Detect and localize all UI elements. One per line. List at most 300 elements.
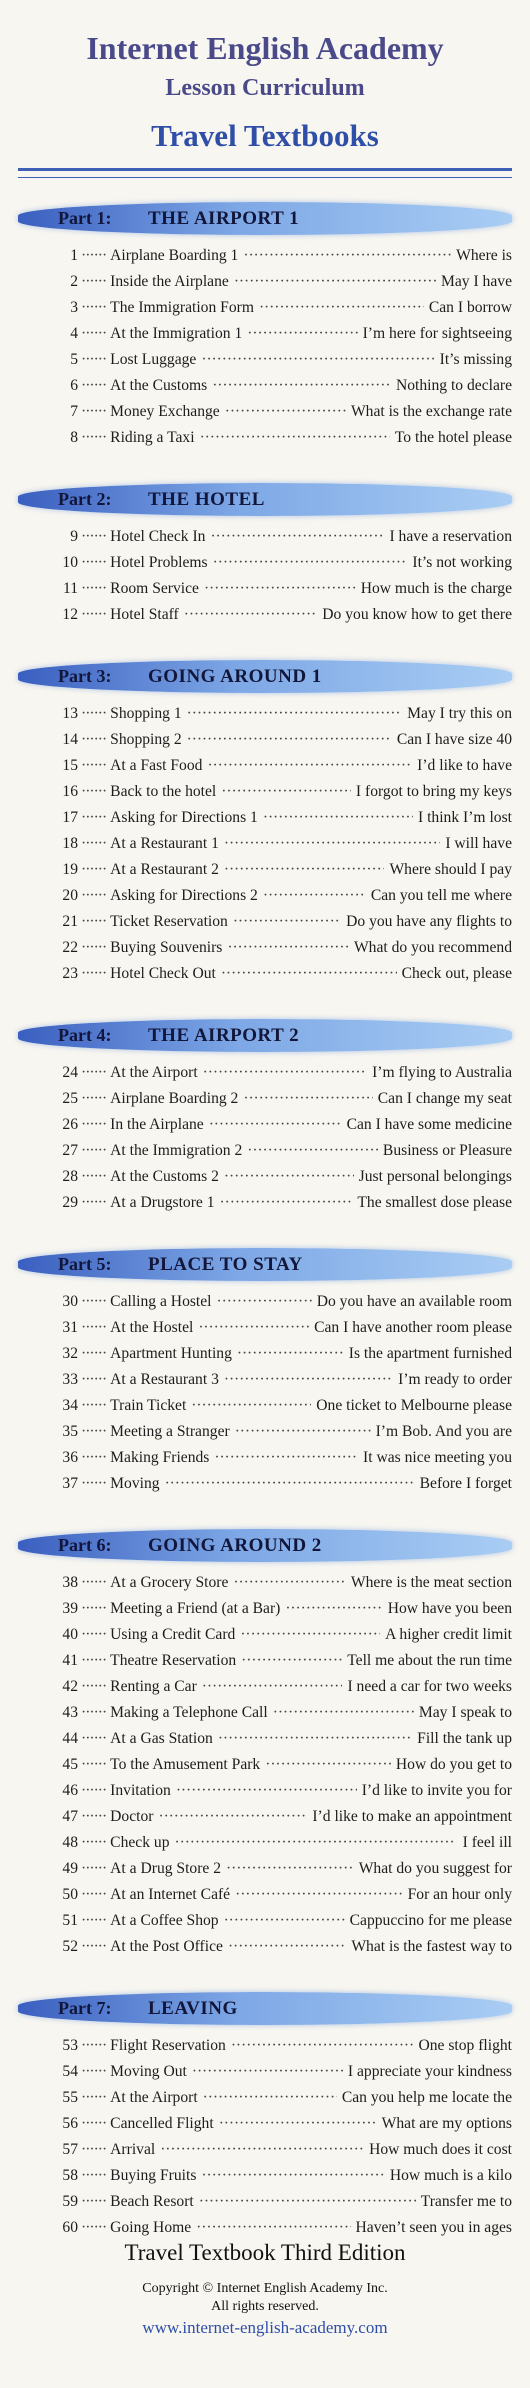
lesson-phrase: What is the fastest way to xyxy=(351,1938,512,1955)
part-title: THE AIRPORT 2 xyxy=(148,1025,300,1046)
dot-leader: ······ xyxy=(81,1912,107,1929)
lesson-number: 3 xyxy=(70,299,78,316)
lesson-phrase: Can I change my seat xyxy=(377,1090,512,1107)
lesson-number: 20 xyxy=(62,887,78,904)
dot-leader-fill xyxy=(224,1168,354,1186)
part-section xyxy=(18,660,512,991)
lesson-phrase: I need a car for two weeks xyxy=(347,1678,512,1695)
lesson-name: Back to the hotel xyxy=(110,783,217,800)
lesson-number: 1 xyxy=(70,247,78,264)
dot-leader-fill xyxy=(247,325,357,343)
lesson-number: 8 xyxy=(70,429,78,446)
lesson-number: 52 xyxy=(62,1938,78,1955)
lesson-phrase: Is the apartment furnished xyxy=(348,1345,512,1362)
lesson-name: At a Fast Food xyxy=(110,757,203,774)
lesson-phrase: I’m flying to Australia xyxy=(372,1064,512,1081)
lesson-name: Train Ticket xyxy=(110,1397,187,1414)
lesson-row xyxy=(56,1808,512,1834)
header-divider xyxy=(18,168,512,178)
lesson-name: At the Immigration 1 xyxy=(110,325,243,342)
lesson-row xyxy=(56,1730,512,1756)
lesson-number: 35 xyxy=(62,1423,78,1440)
dot-leader: ······ xyxy=(81,861,107,878)
dot-leader-fill xyxy=(224,861,385,879)
dot-leader-fill xyxy=(196,2219,350,2237)
lesson-number: 17 xyxy=(62,809,78,826)
lesson-name: Shopping 1 xyxy=(110,705,182,722)
lesson-name: Calling a Hostel xyxy=(110,1293,212,1310)
dot-leader: ······ xyxy=(81,1834,107,1851)
dot-leader-fill xyxy=(263,809,413,827)
lesson-row xyxy=(56,1652,512,1678)
lesson-number: 41 xyxy=(62,1652,78,1669)
lesson-phrase: What is the exchange rate xyxy=(350,403,512,420)
lesson-name: The Immigration Form xyxy=(110,299,254,316)
dot-leader-fill xyxy=(243,1090,372,1108)
lesson-name: Going Home xyxy=(110,2219,192,2236)
lesson-name: Hotel Staff xyxy=(110,606,179,623)
lesson-phrase: How have you been xyxy=(387,1600,512,1617)
lesson-number: 56 xyxy=(62,2115,78,2132)
dot-leader-fill xyxy=(204,580,356,598)
lesson-name: At a Drug Store 2 xyxy=(110,1860,222,1877)
dot-leader: ······ xyxy=(81,351,107,368)
dot-leader: ······ xyxy=(81,731,107,748)
lesson-phrase: May I try this on xyxy=(407,705,512,722)
lesson-row xyxy=(56,887,512,913)
lesson-list xyxy=(18,1293,512,1501)
lesson-row xyxy=(56,1194,512,1220)
lesson-name: At a Restaurant 3 xyxy=(110,1371,219,1388)
lesson-name: Renting a Car xyxy=(110,1678,197,1695)
lesson-name: Invitation xyxy=(110,1782,171,1799)
lesson-number: 43 xyxy=(62,1704,78,1721)
lesson-name: Meeting a Stranger xyxy=(110,1423,230,1440)
lesson-number: 26 xyxy=(62,1116,78,1133)
dot-leader: ······ xyxy=(81,1293,107,1310)
dot-leader-fill xyxy=(209,1116,342,1134)
lesson-number: 34 xyxy=(62,1397,78,1414)
dot-leader: ······ xyxy=(81,809,107,826)
lesson-phrase: Where is the meat section xyxy=(350,1574,512,1591)
part-section xyxy=(18,202,512,455)
lesson-name: Asking for Directions 1 xyxy=(110,809,258,826)
lesson-phrase: Business or Pleasure xyxy=(382,1142,512,1159)
lesson-number: 7 xyxy=(70,403,78,420)
lesson-row xyxy=(56,783,512,809)
dot-leader-fill xyxy=(247,1142,378,1160)
lesson-list xyxy=(18,247,512,455)
dot-leader: ······ xyxy=(81,580,107,597)
lesson-phrase: I’d like to make an appointment xyxy=(312,1808,512,1825)
lesson-number: 30 xyxy=(62,1293,78,1310)
dot-leader: ······ xyxy=(81,1168,107,1185)
lesson-phrase: Check out, please xyxy=(401,965,512,982)
lesson-name: At the Customs 2 xyxy=(110,1168,219,1185)
lesson-row xyxy=(56,1574,512,1600)
lesson-name: At the Hostel xyxy=(110,1319,194,1336)
dot-leader-fill xyxy=(175,1834,458,1852)
lesson-number: 45 xyxy=(62,1756,78,1773)
lesson-number: 4 xyxy=(70,325,78,342)
dot-leader: ······ xyxy=(81,2089,107,2106)
lesson-name: At a Grocery Store xyxy=(110,1574,229,1591)
lesson-number: 11 xyxy=(62,580,78,597)
part-title: THE HOTEL xyxy=(148,489,265,510)
lesson-number: 49 xyxy=(62,1860,78,1877)
lesson-row xyxy=(56,273,512,299)
lesson-number: 6 xyxy=(70,377,78,394)
lesson-name: Hotel Problems xyxy=(110,554,208,571)
part-title: THE AIRPORT 1 xyxy=(148,208,300,229)
dot-leader-fill xyxy=(202,1678,343,1696)
lesson-name: Arrival xyxy=(110,2141,156,2158)
website-link[interactable]: www.internet-english-academy.com xyxy=(142,2318,388,2337)
lesson-phrase: Nothing to declare xyxy=(395,377,512,394)
lesson-name: At the Immigration 2 xyxy=(110,1142,243,1159)
lesson-name: Making a Telephone Call xyxy=(110,1704,268,1721)
header xyxy=(0,0,530,178)
lesson-number: 33 xyxy=(62,1371,78,1388)
dot-leader: ······ xyxy=(81,1090,107,1107)
lesson-name: At a Restaurant 1 xyxy=(110,835,219,852)
lesson-phrase: Can you help me locate the xyxy=(341,2089,512,2106)
lesson-name: Airplane Boarding 2 xyxy=(110,1090,239,1107)
lesson-phrase: Where is xyxy=(456,247,512,264)
lesson-row xyxy=(56,1938,512,1964)
lesson-phrase: Where should I pay xyxy=(389,861,512,878)
lesson-number: 31 xyxy=(62,1319,78,1336)
rights-text: All rights reserved. xyxy=(211,2299,319,2314)
dot-leader: ······ xyxy=(81,1678,107,1695)
lesson-number: 51 xyxy=(62,1912,78,1929)
dot-leader: ······ xyxy=(81,757,107,774)
dot-leader-fill xyxy=(201,2167,384,2185)
dot-leader: ······ xyxy=(81,2167,107,2184)
lesson-number: 48 xyxy=(62,1834,78,1851)
lesson-name: Riding a Taxi xyxy=(110,429,195,446)
lesson-phrase: Cappuccino for me please xyxy=(349,1912,512,1929)
dot-leader: ······ xyxy=(81,273,107,290)
lesson-number: 36 xyxy=(62,1449,78,1466)
lesson-name: At an Internet Café xyxy=(110,1886,231,1903)
dot-leader-fill xyxy=(234,273,436,291)
dot-leader: ······ xyxy=(81,1345,107,1362)
lesson-number: 12 xyxy=(62,606,78,623)
lesson-phrase: I feel ill xyxy=(462,1834,512,1851)
dot-leader: ······ xyxy=(81,2037,107,2054)
lesson-row xyxy=(56,965,512,991)
dot-leader-fill xyxy=(203,2089,337,2107)
lesson-number: 46 xyxy=(62,1782,78,1799)
dot-leader: ······ xyxy=(81,1652,107,1669)
lesson-phrase: Just personal belongings xyxy=(358,1168,512,1185)
dot-leader: ······ xyxy=(81,939,107,956)
part-title: GOING AROUND 2 xyxy=(148,1535,322,1556)
lesson-row xyxy=(56,939,512,965)
lesson-name: Using a Credit Card xyxy=(110,1626,236,1643)
lesson-number: 38 xyxy=(62,1574,78,1591)
part-section xyxy=(18,483,512,632)
lesson-row xyxy=(56,757,512,783)
part-title: PLACE TO STAY xyxy=(148,1254,303,1275)
lesson-row xyxy=(56,1142,512,1168)
dot-leader: ······ xyxy=(81,606,107,623)
dot-leader: ······ xyxy=(81,1886,107,1903)
lesson-name: Meeting a Friend (at a Bar) xyxy=(110,1600,281,1617)
lesson-row xyxy=(56,1371,512,1397)
lesson-name: At the Customs xyxy=(110,377,208,394)
lesson-sections xyxy=(0,202,530,2245)
lesson-row xyxy=(56,1704,512,1730)
dot-leader-fill xyxy=(231,2037,414,2055)
dot-leader: ······ xyxy=(81,1397,107,1414)
lesson-name: Cancelled Flight xyxy=(110,2115,214,2132)
part-label: Part 2: xyxy=(58,489,112,509)
lesson-list xyxy=(18,705,512,991)
dot-leader-fill xyxy=(235,1886,403,1904)
dot-leader: ······ xyxy=(81,2115,107,2132)
lesson-row xyxy=(56,809,512,835)
lesson-name: At the Airport xyxy=(110,1064,198,1081)
lesson-name: Making Friends xyxy=(110,1449,210,1466)
lesson-name: Theatre Reservation xyxy=(110,1652,237,1669)
lesson-list xyxy=(18,1064,512,1220)
lesson-name: Shopping 2 xyxy=(110,731,182,748)
dot-leader: ······ xyxy=(81,1371,107,1388)
lesson-number: 13 xyxy=(62,705,78,722)
dot-leader-fill xyxy=(165,1475,415,1493)
lesson-phrase: Do you know how to get there xyxy=(322,606,512,623)
dot-leader: ······ xyxy=(81,2219,107,2236)
copyright-text: Copyright © Internet English Academy Inc. xyxy=(142,2281,388,2296)
lesson-phrase: Can I have size 40 xyxy=(396,731,512,748)
dot-leader: ······ xyxy=(81,1142,107,1159)
dot-leader: ······ xyxy=(81,887,107,904)
lesson-row xyxy=(56,1168,512,1194)
dot-leader: ······ xyxy=(81,835,107,852)
lesson-phrase: One stop flight xyxy=(418,2037,512,2054)
lesson-name: At a Drugstore 1 xyxy=(110,1194,215,1211)
dot-leader-fill xyxy=(212,377,391,395)
lesson-number: 58 xyxy=(62,2167,78,2184)
lesson-phrase: The smallest dose please xyxy=(357,1194,512,1211)
lesson-name: Moving xyxy=(110,1475,160,1492)
dot-leader-fill xyxy=(207,757,412,775)
lesson-number: 16 xyxy=(62,783,78,800)
dot-leader-fill xyxy=(187,731,392,749)
dot-leader-fill xyxy=(228,1938,346,1956)
lesson-number: 50 xyxy=(62,1886,78,1903)
dot-leader: ······ xyxy=(81,325,107,342)
lesson-row xyxy=(56,1600,512,1626)
lesson-name: Flight Reservation xyxy=(110,2037,226,2054)
lesson-phrase: I’d like to have xyxy=(417,757,512,774)
lesson-phrase: I’m here for sightseeing xyxy=(362,325,512,342)
dot-leader-fill xyxy=(220,1194,353,1212)
part-title: LEAVING xyxy=(148,1998,238,2019)
lesson-phrase: Transfer me to xyxy=(420,2193,512,2210)
lesson-phrase: It’s missing xyxy=(439,351,512,368)
dot-leader-fill xyxy=(224,1371,393,1389)
lesson-number: 59 xyxy=(62,2193,78,2210)
lesson-phrase: Haven’t seen you in ages xyxy=(355,2219,512,2236)
lesson-row xyxy=(56,1678,512,1704)
lesson-phrase: Can I borrow xyxy=(428,299,512,316)
part-section xyxy=(18,1529,512,1964)
lesson-phrase: I think I’m lost xyxy=(418,809,512,826)
lesson-name: Room Service xyxy=(110,580,199,597)
part-label: Part 4: xyxy=(58,1025,112,1045)
lesson-name: At a Gas Station xyxy=(110,1730,213,1747)
lesson-row xyxy=(56,325,512,351)
lesson-phrase: I forgot to bring my keys xyxy=(355,783,512,800)
lesson-number: 60 xyxy=(62,2219,78,2236)
dot-leader-fill xyxy=(192,2063,343,2081)
academy-title: Internet English Academy xyxy=(86,30,444,66)
lesson-phrase: It was nice meeting you xyxy=(363,1449,512,1466)
lesson-name: To the Amusement Park xyxy=(110,1756,261,1773)
part-label: Part 3: xyxy=(58,666,112,686)
lesson-row xyxy=(56,1626,512,1652)
lesson-row xyxy=(56,299,512,325)
dot-leader: ······ xyxy=(81,247,107,264)
lesson-phrase: I have a reservation xyxy=(389,528,512,545)
dot-leader: ······ xyxy=(81,2193,107,2210)
lesson-number: 44 xyxy=(62,1730,78,1747)
lesson-number: 53 xyxy=(62,2037,78,2054)
lesson-name: Asking for Directions 2 xyxy=(110,887,258,904)
dot-leader: ······ xyxy=(81,1319,107,1336)
lesson-number: 15 xyxy=(62,757,78,774)
lesson-name: Apartment Hunting xyxy=(110,1345,232,1362)
lesson-row xyxy=(56,1886,512,1912)
lesson-number: 22 xyxy=(62,939,78,956)
part-header-band xyxy=(18,1248,512,1281)
dot-leader-fill xyxy=(210,528,384,546)
dot-leader-fill xyxy=(285,1600,382,1618)
part-label: Part 7: xyxy=(58,1998,112,2018)
lesson-row xyxy=(56,2115,512,2141)
dot-leader: ······ xyxy=(81,705,107,722)
lesson-row xyxy=(56,554,512,580)
dot-leader: ······ xyxy=(81,1808,107,1825)
dot-leader-fill xyxy=(200,429,390,447)
dot-leader: ······ xyxy=(81,1423,107,1440)
lesson-row xyxy=(56,377,512,403)
dot-leader-fill xyxy=(203,1064,367,1082)
lesson-row xyxy=(56,913,512,939)
lesson-name: At the Airport xyxy=(110,2089,198,2106)
lesson-row xyxy=(56,2167,512,2193)
lesson-number: 29 xyxy=(62,1194,78,1211)
dot-leader-fill xyxy=(184,606,318,624)
dot-leader: ······ xyxy=(81,429,107,446)
lesson-phrase: I’m Bob. And you are xyxy=(375,1423,512,1440)
lesson-name: Inside the Airplane xyxy=(110,273,229,290)
lesson-phrase: Before I forget xyxy=(419,1475,512,1492)
lesson-row xyxy=(56,1345,512,1371)
lesson-name: At the Post Office xyxy=(110,1938,223,1955)
dot-leader-fill xyxy=(233,913,341,931)
lesson-row xyxy=(56,1912,512,1938)
lesson-number: 18 xyxy=(62,835,78,852)
lesson-phrase: Can you tell me where xyxy=(370,887,512,904)
dot-leader: ······ xyxy=(81,1938,107,1955)
dot-leader: ······ xyxy=(81,1756,107,1773)
lesson-number: 21 xyxy=(62,913,78,930)
dot-leader: ······ xyxy=(81,299,107,316)
dot-leader-fill xyxy=(241,1652,342,1670)
dot-leader: ······ xyxy=(81,1626,107,1643)
lesson-row xyxy=(56,1423,512,1449)
dot-leader-fill xyxy=(273,1704,414,1722)
dot-leader: ······ xyxy=(81,403,107,420)
lesson-number: 54 xyxy=(62,2063,78,2080)
dot-leader: ······ xyxy=(81,913,107,930)
lesson-row xyxy=(56,351,512,377)
part-header-band xyxy=(18,1529,512,1562)
lesson-phrase: Can I have another room please xyxy=(314,1319,512,1336)
lesson-number: 24 xyxy=(62,1064,78,1081)
part-header-band xyxy=(18,660,512,693)
dot-leader: ······ xyxy=(81,377,107,394)
lesson-row xyxy=(56,835,512,861)
dot-leader-fill xyxy=(259,299,424,317)
lesson-phrase: Can I have some medicine xyxy=(346,1116,512,1133)
lesson-name: Money Exchange xyxy=(110,403,220,420)
lesson-number: 23 xyxy=(62,965,78,982)
lesson-row xyxy=(56,2141,512,2167)
lesson-row xyxy=(56,705,512,731)
lesson-row xyxy=(56,1756,512,1782)
lesson-number: 42 xyxy=(62,1678,78,1695)
part-header-band xyxy=(18,1019,512,1052)
lesson-number: 57 xyxy=(62,2141,78,2158)
lesson-number: 9 xyxy=(70,528,78,545)
lesson-row xyxy=(56,528,512,554)
lesson-phrase: What do you suggest for xyxy=(358,1860,512,1877)
lesson-number: 10 xyxy=(62,554,78,571)
lesson-row xyxy=(56,1834,512,1860)
lesson-name: At a Restaurant 2 xyxy=(110,861,219,878)
dot-leader-fill xyxy=(263,887,366,905)
part-title: GOING AROUND 1 xyxy=(148,666,322,687)
lesson-row xyxy=(56,1397,512,1423)
dot-leader-fill xyxy=(235,1423,371,1441)
lesson-phrase: How much is a kilo xyxy=(389,2167,512,2184)
lesson-phrase: I’m ready to order xyxy=(398,1371,512,1388)
lesson-name: Buying Fruits xyxy=(110,2167,197,2184)
part-label: Part 6: xyxy=(58,1535,112,1555)
lesson-number: 28 xyxy=(62,1168,78,1185)
dot-leader: ······ xyxy=(81,1704,107,1721)
lesson-list xyxy=(18,2037,512,2245)
dot-leader-fill xyxy=(221,783,351,801)
lesson-name: Buying Souvenirs xyxy=(110,939,223,956)
lesson-phrase: How do you get to xyxy=(395,1756,512,1773)
dot-leader-fill xyxy=(213,554,408,572)
part-header-band xyxy=(18,1992,512,2025)
lesson-phrase: What do you recommend xyxy=(353,939,512,956)
lesson-name: Doctor xyxy=(110,1808,154,1825)
edition-text: Travel Textbook Third Edition xyxy=(124,2240,406,2265)
dot-leader-fill xyxy=(214,1449,358,1467)
lesson-phrase: May I speak to xyxy=(418,1704,512,1721)
lesson-phrase: I’d like to invite you for xyxy=(361,1782,512,1799)
lesson-number: 5 xyxy=(70,351,78,368)
lesson-row xyxy=(56,861,512,887)
